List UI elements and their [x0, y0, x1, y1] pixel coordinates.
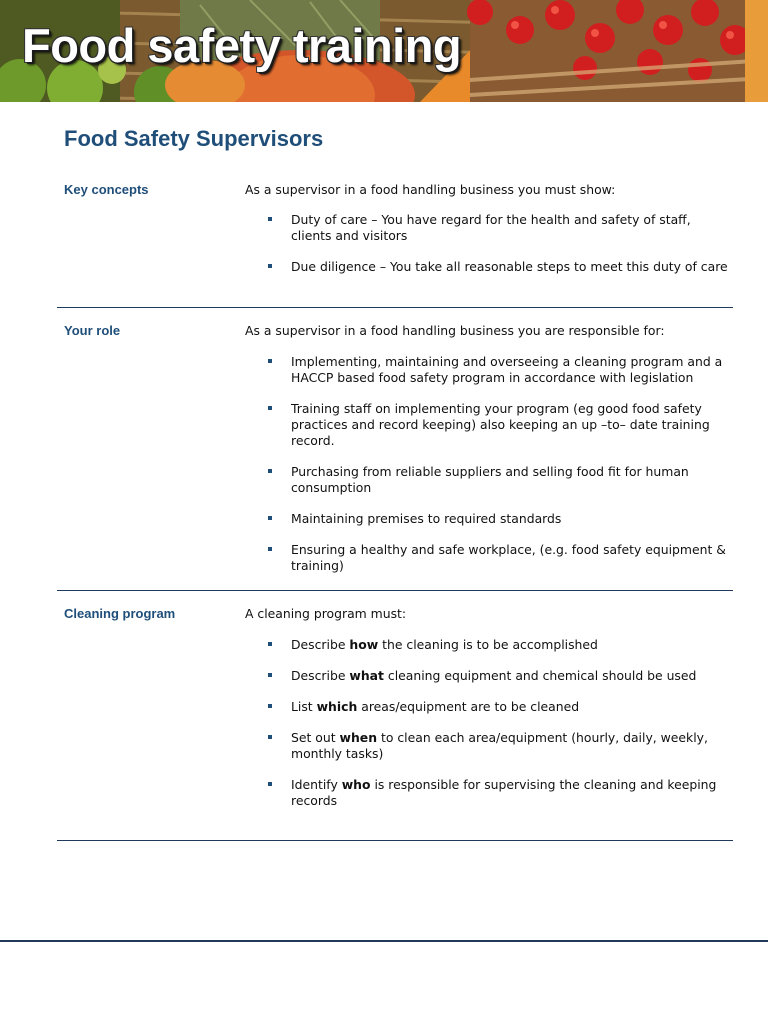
- section-label: Your role: [64, 323, 121, 338]
- bullet-text: Describe: [291, 637, 350, 652]
- bullet-square-icon: [268, 673, 272, 677]
- emphasis-text: how: [349, 637, 379, 652]
- list-item: [268, 212, 728, 244]
- header-banner: [0, 0, 768, 102]
- bullet-square-icon: [268, 704, 272, 708]
- list-item: [268, 542, 728, 574]
- emphasis-text: which: [316, 699, 358, 714]
- bullet-text: Ensuring a healthy and safe workplace, (e.g. food safety equipment & training): [291, 542, 726, 573]
- list-item: [268, 464, 728, 496]
- bullet-square-icon: [268, 359, 272, 363]
- footer-rule: [0, 940, 768, 942]
- section-label: Cleaning program: [64, 606, 176, 621]
- bullet-list: [268, 212, 728, 275]
- bullet-text: to clean each area/equipment (hourly, daily, weekly, monthly tasks): [291, 730, 708, 761]
- emphasis-text: what: [349, 668, 384, 683]
- bullet-text: List: [291, 699, 317, 714]
- bullet-text: Implementing, maintaining and overseeing a cleaning program and a HACCP based food safety program in accordance with legislation: [291, 354, 723, 385]
- bullet-square-icon: [268, 642, 272, 646]
- bullet-list: [268, 354, 728, 574]
- page-title: Food Safety Supervisors: [64, 126, 324, 151]
- bullet-text: Due diligence – You take all reasonable steps to meet this duty of care: [291, 259, 728, 274]
- bullet-text: cleaning equipment and chemical should be used: [383, 668, 697, 683]
- bullet-square-icon: [268, 406, 272, 410]
- emphasis-text: when: [339, 730, 378, 745]
- bullet-text: Describe: [291, 668, 350, 683]
- emphasis-text: who: [341, 777, 371, 792]
- bullet-text: Identify: [291, 777, 342, 792]
- section-intro: As a supervisor in a food handling business you are responsible for:: [245, 323, 665, 338]
- list-item: [268, 637, 728, 653]
- bullet-square-icon: [268, 264, 272, 268]
- bullet-square-icon: [268, 782, 272, 786]
- bullet-list: [268, 637, 728, 809]
- bullet-text: Purchasing from reliable suppliers and selling food fit for human consumption: [291, 464, 689, 495]
- section-intro: As a supervisor in a food handling business you must show:: [245, 182, 616, 197]
- bullet-text: Maintaining premises to required standards: [291, 511, 562, 526]
- list-item: [268, 354, 728, 386]
- bullet-text: is responsible for supervising the cleaning and keeping records: [291, 777, 717, 808]
- bullet-text: Training staff on implementing your program (eg good food safety practices and record keeping) also keeping an up –to– date training record.: [291, 401, 710, 448]
- section-intro: A cleaning program must:: [245, 606, 407, 621]
- list-item: [268, 699, 728, 715]
- bullet-text: the cleaning is to be accomplished: [378, 637, 598, 652]
- bullet-text: areas/equipment are to be cleaned: [357, 699, 580, 714]
- section-label: Key concepts: [64, 182, 149, 197]
- bullet-square-icon: [268, 735, 272, 739]
- section-divider: [57, 590, 733, 591]
- banner-title: Food safety training: [22, 19, 462, 72]
- bullet-square-icon: [268, 469, 272, 473]
- list-item: [268, 668, 728, 684]
- section-divider: [57, 307, 733, 308]
- bullet-square-icon: [268, 217, 272, 221]
- list-item: [268, 259, 728, 275]
- bullet-text: Duty of care – You have regard for the health and safety of staff, clients and visitors: [291, 212, 691, 243]
- list-item: [268, 401, 728, 449]
- bullet-text: Set out: [291, 730, 340, 745]
- bullet-square-icon: [268, 547, 272, 551]
- bullet-square-icon: [268, 516, 272, 520]
- list-item: [268, 511, 728, 527]
- list-item: [268, 730, 728, 762]
- list-item: [268, 777, 728, 809]
- section-divider: [57, 840, 733, 841]
